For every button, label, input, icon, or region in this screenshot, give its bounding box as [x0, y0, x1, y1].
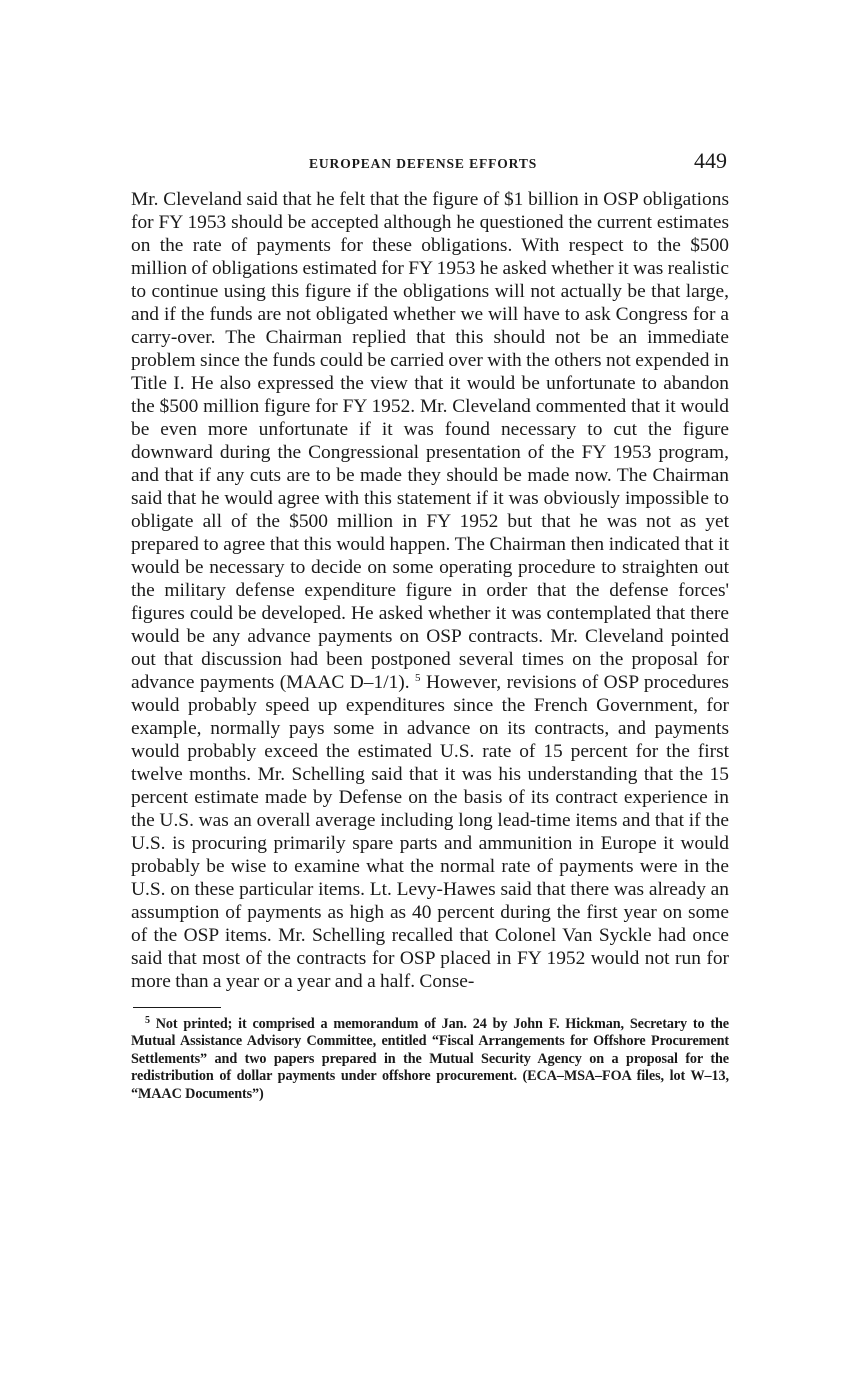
footnote-divider: [133, 1007, 221, 1008]
footnote: [131, 1016, 729, 1103]
footnote-reference[interactable]: 5: [415, 672, 421, 684]
footnote-text: Not printed; it comprised a memorandum of Jan. 24 by John F. Hickman, Secretary to the Mutual Assistance Advisory Committee, entitled “Fiscal Arrangements for Offshore Procurement Settlements” and two papers prepared in the Mutual Security Agency on a proposal for the redistribution of dollar payments under offshore procurement. (ECA–MSA–FOA files, lot W–13, “MAAC Documents”): [131, 1016, 729, 1102]
body-paragraph: [131, 188, 729, 993]
body-text-part-2: However, revisions of OSP procedures would probably speed up expenditures since the French Government, for example, normally pays some in advance on its contracts, and payments would probably exceed the estimated U.S. rate of 15 percent for the first twelve months. Mr. Schelling said that it was his understanding that the 15 percent estimate made by Defense on the basis of its contract experience in the U.S. was an overall average including long lead-time items and that if the U.S. is procuring primarily spare parts and ammunition in Europe it would probably be wise to examine what the normal rate of payments were in the U.S. on these particular items. Lt. Levy-Hawes said that there was already an assumption of payments as high as 40 percent during the first year on some of the OSP items. Mr. Schelling recalled that Colonel Van Syckle had once said that most of the contracts for OSP placed in FY 1952 would not run for more than a year or a year and a half. Conse-: [131, 672, 729, 992]
running-title: EUROPEAN DEFENSE EFFORTS: [309, 156, 538, 171]
document-page: [131, 148, 729, 1103]
body-text-part-1: Mr. Cleveland said that he felt that the figure of $1 billion in OSP obligations for FY 1953 should be accepted although he questioned the current estimates on the rate of payments for these obligations. With respect to the $500 million of obligations estimated for FY 1953 he asked whether it was realistic to continue using this figure if the obligations will not actually be that large, and if the funds are not obligated whether we will have to ask Congress for a carry-over. The Chairman replied that this should not be an immediate problem since the funds could be carried over with the others not expended in Title I. He also expressed the view that it would be unfortunate to abandon the $500 million figure for FY 1952. Mr. Cleveland commented that it would be even more unfortunate if it was found necessary to cut the figure downward during the Congressional presentation of the FY 1953 program, and that if any cuts are to be made they should be made now. The Chairman said that he would agree with this statement if it was obviously impossible to obligate all of the $500 million in FY 1952 but that he was not as yet prepared to agree that this would happen. The Chairman then indicated that it would be necessary to decide on some operating procedure to straighten out the military defense expenditure figure in order that the defense forces' figures could be developed. He asked whether it was contemplated that there would be any advance payments on OSP contracts. Mr. Cleveland pointed out that discussion had been postponed several times on the proposal for advance payments (MAAC D–1/1).: [131, 189, 729, 693]
page-number: 449: [694, 148, 727, 173]
footnote-marker: 5: [145, 1015, 150, 1026]
running-head: [131, 148, 729, 176]
